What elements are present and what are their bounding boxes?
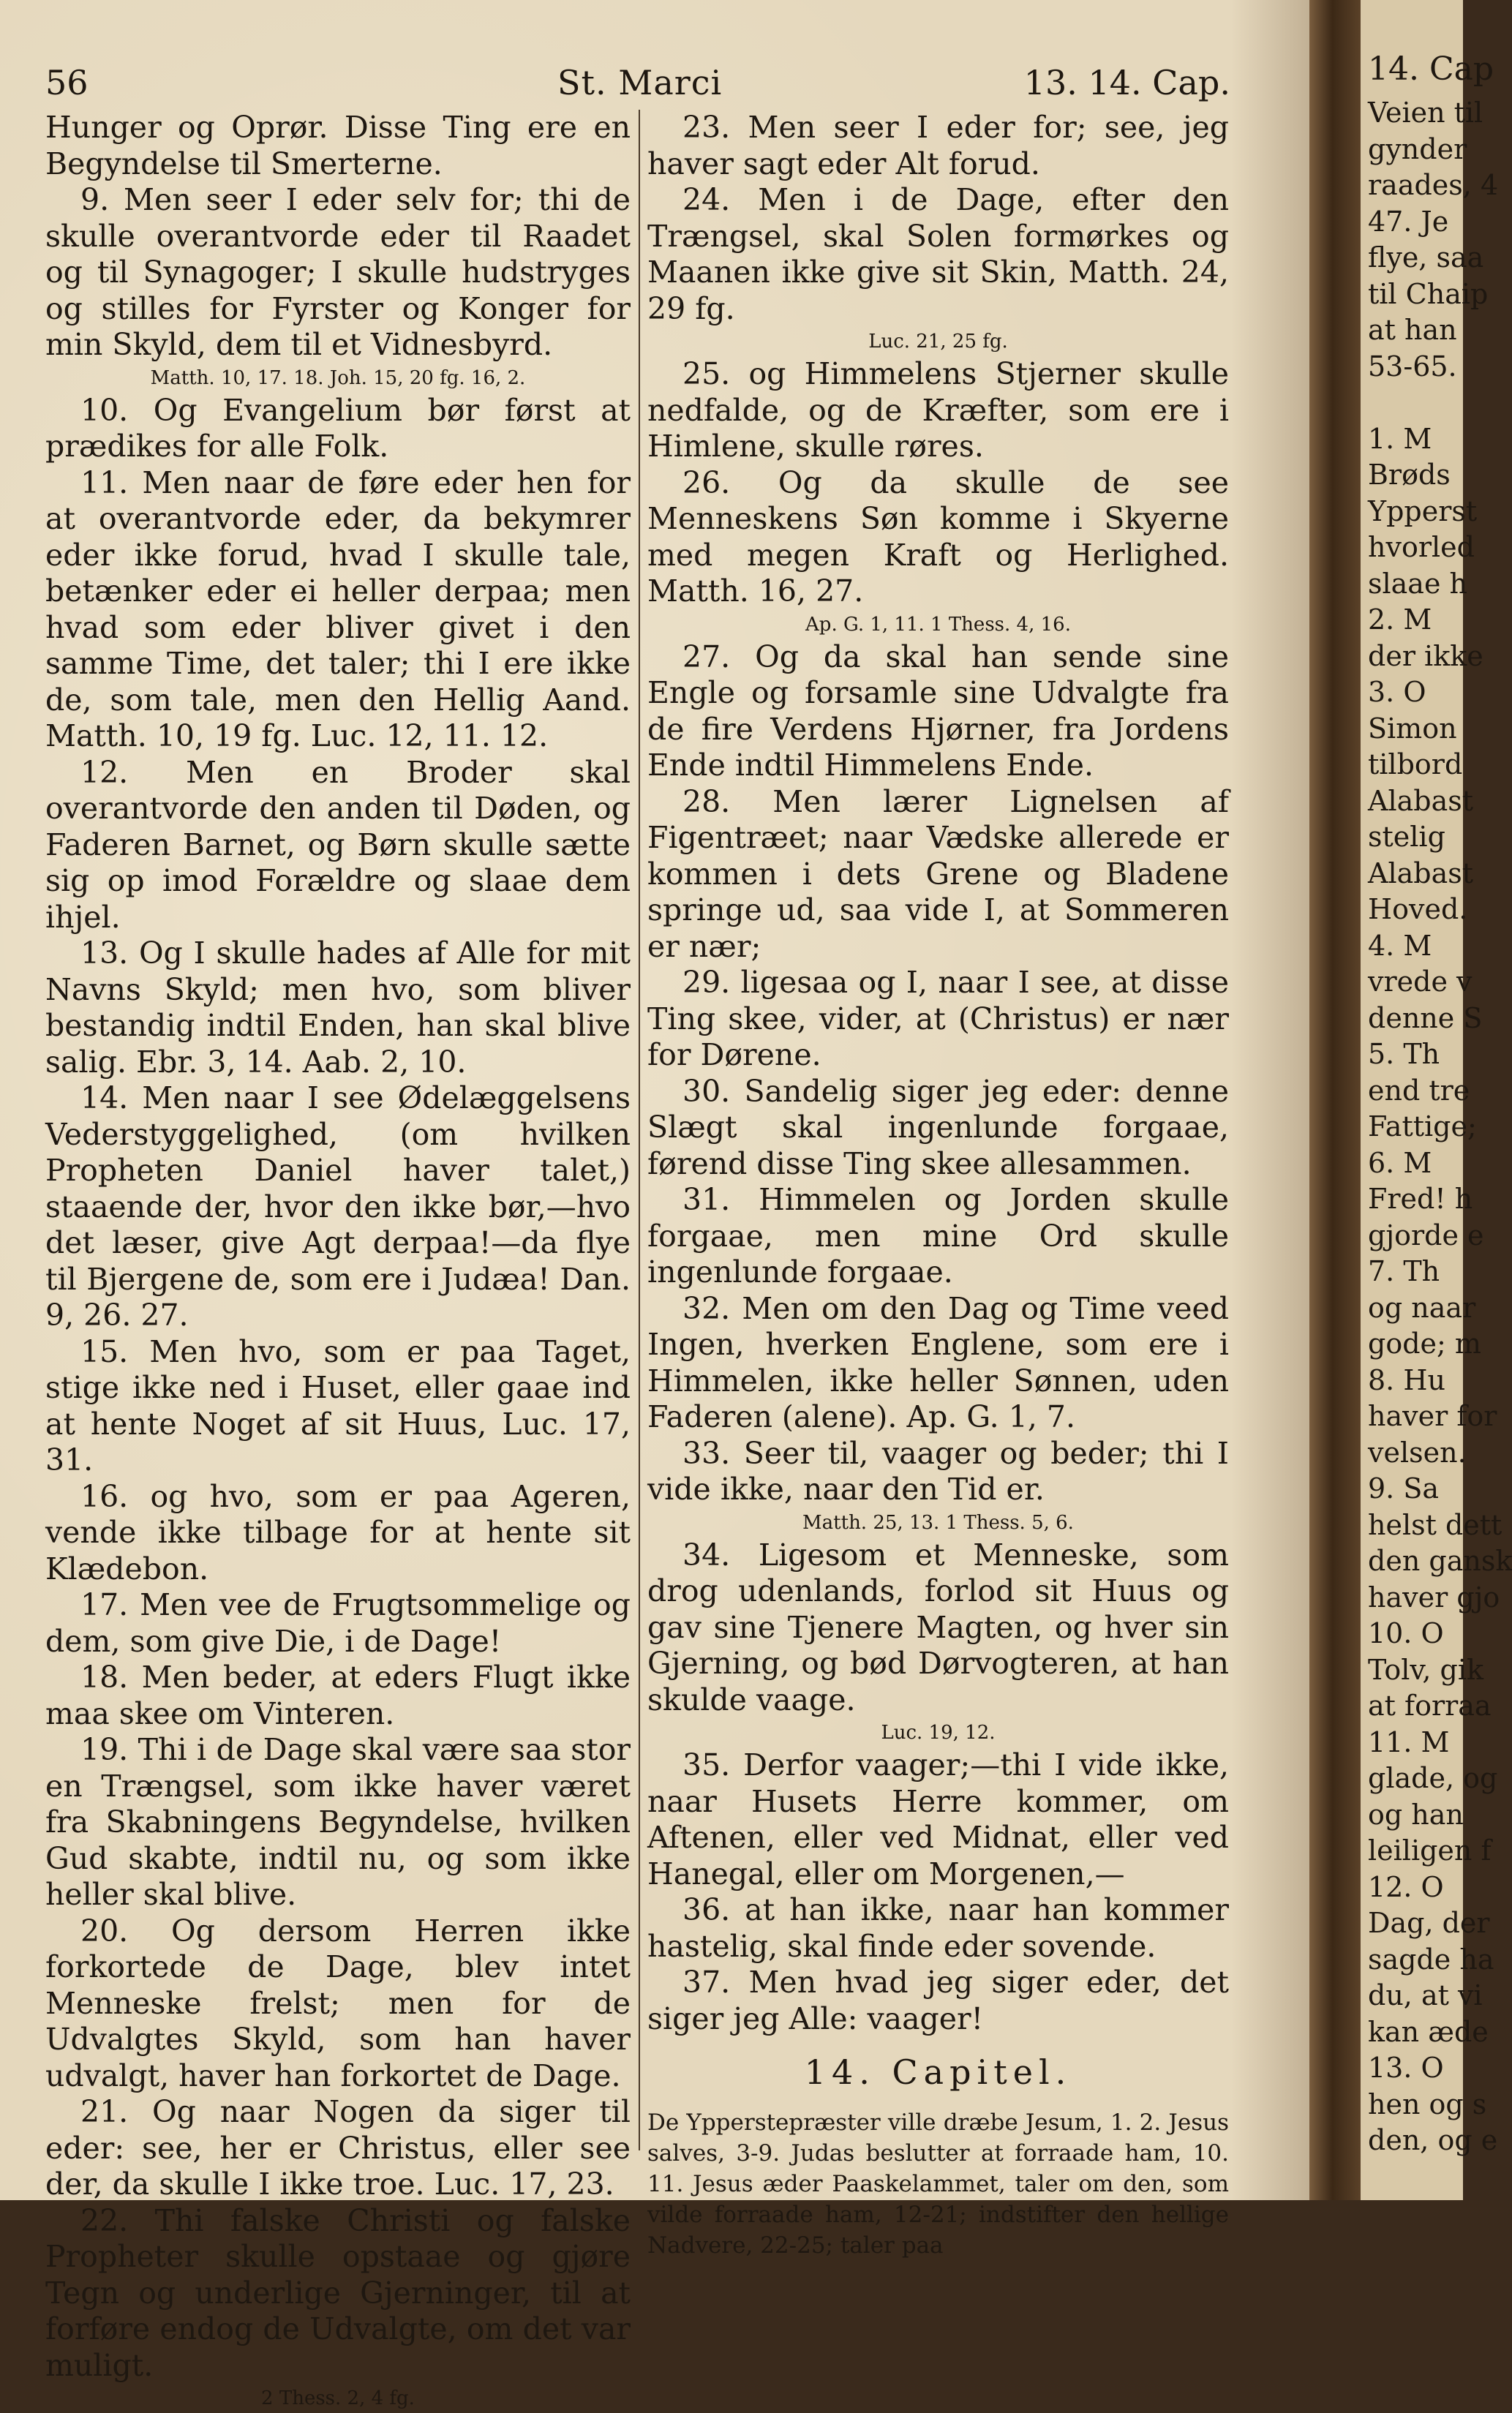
- cross-reference: Matth. 25, 13. 1 Thess. 5, 6.: [802, 1511, 1074, 1534]
- adjacent-page-line: til Chaip: [1368, 277, 1489, 310]
- adjacent-page-line: flye, saa: [1368, 241, 1484, 274]
- adjacent-page-line: leiligen f: [1368, 1834, 1492, 1867]
- verse-paragraph: 24. Men i de Dage, efter den Trængsel, skal Solen formørkes og Maanen ikke give sit Skin, Matth. 24, 29 fg.: [647, 182, 1229, 326]
- adjacent-page-line: hen og s: [1368, 2088, 1487, 2120]
- adjacent-page-line: 11. M: [1368, 1725, 1450, 1758]
- adjacent-page-line: 8. Hu: [1368, 1363, 1445, 1396]
- adjacent-page-line: helst dett: [1368, 1508, 1502, 1541]
- adjacent-page-line: du, at vi: [1368, 1979, 1483, 2011]
- adjacent-page-line: haver gjo: [1368, 1581, 1500, 1614]
- verse-paragraph: 13. Og I skulle hades af Alle for mit Navns Skyld; men hvo, som bliver bestandig indtil Enden, han skal blive salig. Ebr. 3, 14. Aab. 2, 10.: [45, 936, 631, 1080]
- adjacent-page-line: slaae h: [1368, 567, 1468, 600]
- adjacent-page-line: Alabast: [1368, 784, 1474, 817]
- verse-paragraph: 11. Men naar de føre eder hen for at overantvorde eder, da bekymrer eder ikke forud, hvad I skulle tale, betænker eder ei heller derpaa; men hvad som eder bliver givet i den samme Time, det taler; thi I ere ikke de, som tale, men den Hellig Aand. Matth. 10, 19 fg. Luc. 12, 11. 12.: [45, 464, 631, 753]
- adjacent-page-line: 1. M: [1368, 422, 1432, 455]
- running-title: St. Marci: [557, 63, 723, 102]
- verse-paragraph: 26. Og da skulle de see Menneskens Søn komme i Skyerne med megen Kraft og Herlighed. Matth. 16, 27.: [647, 464, 1229, 609]
- cross-reference: Matth. 10, 17. 18. Joh. 15, 20 fg. 16, 2.: [150, 366, 526, 389]
- adjacent-page-line: Ypperst: [1368, 494, 1478, 527]
- adjacent-page-line: Fattige;: [1368, 1110, 1477, 1142]
- adjacent-page-line: og naar: [1368, 1291, 1476, 1324]
- verse-paragraph: 35. Derfor vaager;—thi I vide ikke, naar Husets Herre kommer, om Aftenen, eller ved Midnat, eller ved Hanegal, eller om Morgenen,—: [647, 1747, 1229, 1891]
- adjacent-page-line: 4. M: [1368, 929, 1432, 962]
- adjacent-page-line: [1361, 385, 1463, 421]
- continued-text: Hunger og Oprør. Disse Ting ere en Begyndelse til Smerterne.: [45, 110, 631, 181]
- adjacent-page-line: 13. O: [1368, 2052, 1444, 2084]
- adjacent-page-line: gynder: [1368, 132, 1467, 165]
- adjacent-page-line: Tolv, gik: [1368, 1653, 1484, 1686]
- adjacent-page-line: raades, 4: [1368, 169, 1499, 201]
- book-gutter: [1309, 0, 1361, 2200]
- chapter-heading: 14. Capitel.: [804, 2052, 1072, 2092]
- verse-paragraph: 27. Og da skal han sende sine Engle og forsamle sine Udvalgte fra de fire Verdens Hjørner, fra Jordens Ende indtil Himmelens Ende.: [647, 639, 1229, 783]
- column-divider: [639, 110, 640, 2150]
- adjacent-page-line: stelig: [1368, 821, 1445, 853]
- verse-paragraph: 18. Men beder, at eders Flugt ikke maa skee om Vinteren.: [45, 1660, 631, 1731]
- adjacent-page-line: Veien til: [1368, 97, 1483, 129]
- verse-paragraph: 16. og hvo, som er paa Ageren, vende ikke tilbage for at hente sit Klædebon.: [45, 1478, 631, 1586]
- adjacent-page-line: der ikke: [1368, 639, 1483, 672]
- adjacent-page-line: gjorde e: [1368, 1219, 1484, 1251]
- adjacent-page-line: at forraa: [1368, 1690, 1492, 1722]
- adjacent-page-line: end tre: [1368, 1074, 1470, 1107]
- page-number: 56: [45, 63, 89, 102]
- verse-paragraph: 15. Men hvo, som er paa Taget, stige ikke ned i Huset, eller gaae ind at hente Noget af sit Huus, Luc. 17, 31.: [45, 1333, 631, 1477]
- cross-reference: Luc. 19, 12.: [881, 1722, 996, 1744]
- verse-paragraph: 25. og Himmelens Stjerner skulle nedfalde, og de Kræfter, som ere i Himlene, skulle røres.: [647, 356, 1229, 464]
- chapter-summary: De Ypperstepræster ville dræbe Jesum, 1. 2. Jesus salves, 3-9. Judas beslutter at forraade ham, 10. 11. Jesus æder Paaskelammet, taler om den, som vilde forraade ham, 12-21; indstifter den hellige Nadvere, 22-25; taler paa: [647, 2109, 1229, 2259]
- adjacent-page-line: 53-65.: [1368, 350, 1457, 383]
- adjacent-page-line: vrede v: [1368, 965, 1472, 998]
- verse-paragraph: 21. Og naar Nogen da siger til eder: see, her er Christus, eller see der, da skulle I ikke troe. Luc. 17, 23.: [45, 2094, 631, 2202]
- adjacent-page-line: 7. Th: [1368, 1255, 1440, 1287]
- adjacent-page-line: 10. O: [1368, 1617, 1444, 1649]
- verse-paragraph: 33. Seer til, vaager og beder; thi I vide ikke, naar den Tid er.: [647, 1435, 1229, 1507]
- verse-paragraph: 23. Men seer I eder for; see, jeg haver sagt eder Alt forud.: [647, 110, 1229, 181]
- adjacent-page-line: den, og e: [1368, 2124, 1498, 2156]
- adjacent-page-line: velsen.: [1368, 1436, 1467, 1469]
- verse-paragraph: 37. Men hvad jeg siger eder, det siger jeg Alle: vaager!: [647, 1965, 1229, 2036]
- adjacent-page-line: denne S: [1368, 1001, 1483, 1034]
- adjacent-page-line: 3. O: [1368, 676, 1426, 708]
- adjacent-page-line: at han: [1368, 314, 1457, 346]
- verse-paragraph: 30. Sandelig siger jeg eder: denne Slægt skal ingenlunde forgaae, førend disse Ting skee allesammen.: [647, 1073, 1229, 1181]
- verse-paragraph: 10. Og Evangelium bør først at prædikes for alle Folk.: [45, 392, 631, 464]
- adjacent-page-line: 5. Th: [1368, 1038, 1440, 1070]
- verse-paragraph: 20. Og dersom Herren ikke forkortede de Dage, blev intet Menneske frelst; men for de Udvalgtes Skyld, som han haver udvalgt, haver han forkortet de Dage.: [45, 1913, 631, 2093]
- verse-paragraph: 22. Thi falske Christi og falske Propheter skulle opstaae og gjøre Tegn og underlige Gjerninger, til at forføre endog de Udvalgte, om det var muligt.: [45, 2202, 631, 2383]
- adjacent-page-line: 2. M: [1368, 603, 1432, 636]
- adjacent-page-line: tilbord: [1368, 748, 1463, 780]
- adjacent-page-line: 12. O: [1368, 1870, 1444, 1903]
- adjacent-page-line: Hoved.: [1368, 893, 1468, 925]
- chapter-reference: 13. 14. Cap.: [1023, 63, 1230, 102]
- page-header: [45, 57, 1230, 108]
- adjacent-page-line: haver for: [1368, 1400, 1497, 1432]
- verse-paragraph: 29. ligesaa og I, naar I see, at disse Ting skee, vider, at (Christus) er nær for Dørene.: [647, 965, 1229, 1072]
- adjacent-page-line: den gansk: [1368, 1545, 1512, 1577]
- adjacent-page-line: kan æde: [1368, 2015, 1489, 2048]
- adjacent-page-line: 6. M: [1368, 1146, 1432, 1179]
- adjacent-page-line: og han: [1368, 1798, 1464, 1831]
- adjacent-page-line: glade, og: [1368, 1762, 1498, 1794]
- adjacent-page-header: 14. Cap: [1368, 50, 1494, 88]
- verse-paragraph: 17. Men vee de Frugtsommelige og dem, som give Die, i de Dage!: [45, 1587, 631, 1659]
- adjacent-page-line: Alabast: [1368, 857, 1474, 889]
- verse-paragraph: 28. Men lærer Lignelsen af Figentræet; naar Vædske allerede er kommen i dets Grene og Bladene springe ud, saa vide I, at Sommeren er nær;: [647, 783, 1229, 964]
- adjacent-page: [1361, 0, 1512, 2200]
- verse-paragraph: 34. Ligesom et Menneske, som drog udenlands, forlod sit Huus og gav sine Tjenere Magten, og hver sin Gjerning, og bød Dørvogteren, at han skulde vaage.: [647, 1537, 1229, 1717]
- cross-reference: Luc. 21, 25 fg.: [868, 331, 1008, 353]
- adjacent-page-line: Simon: [1368, 712, 1457, 745]
- right-column: [647, 110, 1229, 2261]
- verse-paragraph: 19. Thi i de Dage skal være saa stor en Trængsel, som ikke haver været fra Skabningens Begyndelse, hvilken Gud skabte, indtil nu, og som ikke heller skal blive.: [45, 1732, 631, 1912]
- cross-reference: 2 Thess. 2, 4 fg.: [261, 2387, 415, 2409]
- left-column: [45, 110, 631, 2413]
- adjacent-page-line: Fred! h: [1368, 1183, 1473, 1215]
- adjacent-page-line: gode; m: [1368, 1328, 1481, 1360]
- verse-paragraph: 31. Himmelen og Jorden skulle forgaae, men mine Ord skulle ingenlunde forgaae.: [647, 1182, 1229, 1290]
- adjacent-page-line: sagde ha: [1368, 1943, 1494, 1976]
- verse-paragraph: 32. Men om den Dag og Time veed Ingen, hverken Englene, som ere i Himmelen, ikke heller Sønnen, uden Faderen (alene). Ap. G. 1, 7.: [647, 1290, 1229, 1434]
- verse-paragraph: 12. Men en Broder skal overantvorde den anden til Døden, og Faderen Barnet, og Børn skulle sætte sig op imod Forældre og slaae dem ihjel.: [45, 754, 631, 935]
- adjacent-page-line: Dag, der: [1368, 1907, 1490, 1939]
- adjacent-page-line: hvorled: [1368, 531, 1475, 563]
- verse-paragraph: 14. Men naar I see Ødelæggelsens Vederstyggelighed, (om hvilken Propheten Daniel haver talet,) staaende der, hvor den ikke bør,—hvo det læser, give Agt derpaa!—da flye til Bjergene de, som ere i Judæa! Dan. 9, 26. 27.: [45, 1080, 631, 1333]
- verse-paragraph: 36. at han ikke, naar han kommer hastelig, skal finde eder sovende.: [647, 1892, 1229, 1964]
- verse-paragraph: 9. Men seer I eder selv for; thi de skulle overantvorde eder til Raadet og til Synagoger; I skulle hudstryges og stilles for Fyrster og Konger for min Skyld, dem til et Vidnesbyrd.: [45, 182, 631, 362]
- adjacent-page-line: Brøds: [1368, 459, 1451, 491]
- cross-reference: Ap. G. 1, 11. 1 Thess. 4, 16.: [805, 613, 1071, 636]
- adjacent-page-line: 47. Je: [1368, 205, 1449, 238]
- adjacent-page-line: 9. Sa: [1368, 1472, 1440, 1505]
